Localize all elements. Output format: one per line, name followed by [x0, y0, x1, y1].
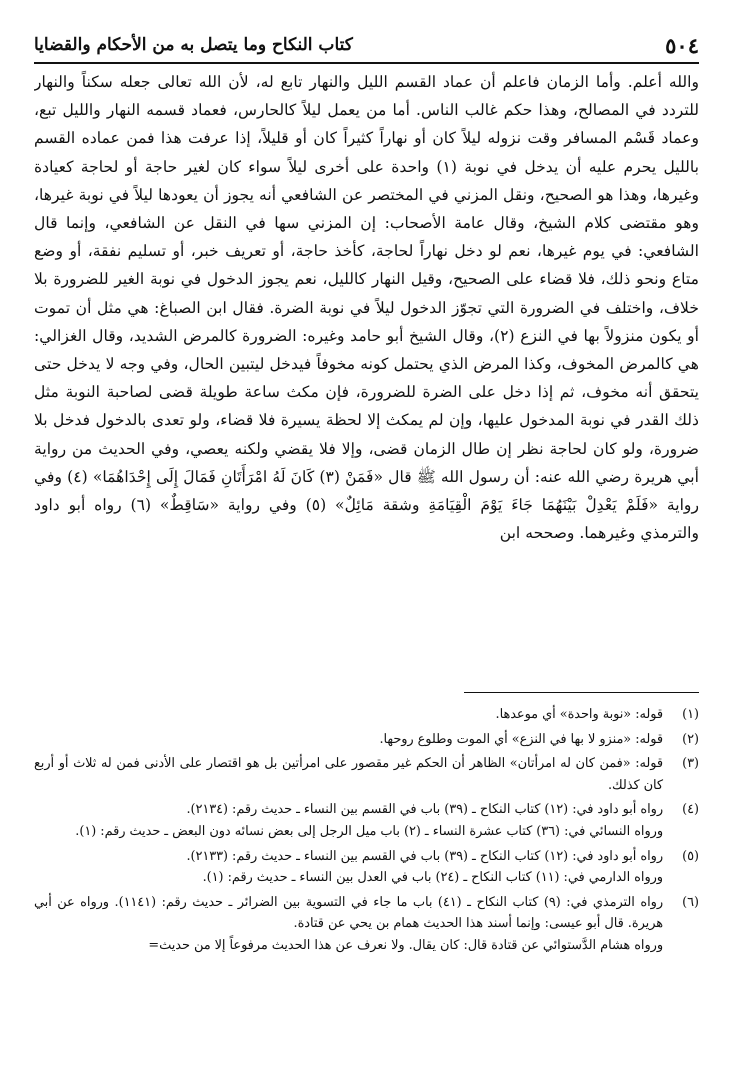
footnote-line: قوله: «فمن كان له امرأتان» الظاهر أن الحكم غير مقصور على امرأتين بل هو اقتصار على الأدنى فمن له ثلاث أو أربع كان كذلك. — [34, 756, 663, 793]
footnote-line: قوله: «نوبة واحدة» أي موعدها. — [495, 707, 663, 722]
footnote-line: رواه أبو داود في: (١٢) كتاب النكاح ـ (٣٩) باب في القسم بين النساء ـ حديث رقم: (٢١٣٣). — [186, 848, 663, 864]
footnote-line: ورواه هشام الدَّستوائي عن قتادة قال: كان يقال. ولا نعرف عن هذا الحديث مرفوعاً إلا من حديث= — [148, 937, 663, 953]
running-title: كتاب النكاح وما يتصل به من الأحكام والقضايا — [34, 35, 353, 55]
footnote-text — [34, 753, 663, 796]
footnote-line: رواه أبو داود في: (١٢) كتاب النكاح ـ (٣٩) باب في القسم بين النساء ـ حديث رقم: (٢١٣٤). — [186, 802, 663, 818]
footnote-number: (٥) — [682, 848, 699, 864]
footnote-text — [34, 892, 663, 957]
footnote-text — [34, 704, 663, 726]
footnote-3 — [34, 753, 699, 796]
footnotes — [34, 704, 699, 1064]
footnote-text — [34, 729, 663, 751]
footnote-line: ورواه النسائي في: (٣٦) كتاب عشرة النساء ـ (٢) باب ميل الرجل إلى بعض نسائه دون البعض ـ حديث رقم: (١). — [75, 823, 663, 839]
footnote-5 — [34, 846, 699, 889]
body-paragraph: والله أعلم. وأما الزمان فاعلم أن عماد القسم الليل والنهار تابع له، لأن الله تعالى جعله سكناً والنهار للتردد في المصالح، وهذا حكم غالب الناس. أما من يعمل ليلاً كالحارس، فعماد قسمه النهار والليل تبع، وعماد قَسْم المسافر وقت نزوله ليلاً كان أو نهاراً كثيراً كان أو قليلاً، إذا عرفت هذا فمن عماده القسم بالليل يحرم عليه أن يدخل في نوبة (١) واحدة على أخرى ليلاً سواء كان لغير حاجة أو لحاجة كعيادة وغيرها، وهذا هو الصحيح، ونقل المزني في المختصر عن الشافعي أنه يجوز أن يعودها ليلاً في نوبة غيرها، وهو مقتضى كلام الشيخ، وقال عامة الأصحاب: إن المزني سها في النقل عن الشافعي، وإنما قال الشافعي: في يوم غيرها، نعم لو دخل نهاراً لحاجة، كأخذ حاجة، أو تعريف خبر، أو تسليم نفقة، أو وضع متاع ونحو ذلك، فلا قضاء على الصحيح، وقيل النهار كالليل، نعم يجوز الدخول في نوبة الغير للضرورة بلا خلاف، واختلف في الضرورة التي تجوّز الدخول ليلاً في نوبة الضرة. فقال ابن الصباغ: هي مثل أن تموت أو يكون منزولاً بها في النزع (٢)، وقال الشيخ أبو حامد وغيره: الضرورة كالمرض الشديد، وقال الغزالي: هي كالمرض المخوف، وكذا المرض الذي يحتمل كونه مخوفاً فيدخل ليتبين الحال، وفي وجه لا يدخل حتى يتحقق أنه مخوف، ثم إذا دخل على الضرة للضرورة، فإن مكث ساعة طويلة قضى لصاحبة النوبة مثل ذلك القدر في نوبة المدخول عليها، وإن لم يمكث إلا لحظة يسيرة فلا قضاء، ولو تعدى بالدخول فدخل بلا ضرورة، ولو كان لحاجة نظر إن طال الزمان قضى، وإلا فلا يقضي ولكنه يعصي، وفي الحديث من رواية أبي هريرة رضي الله عنه: أن رسول الله ﷺ قال «فَمَنْ (٣) كَانَ لَهُ امْرَأَتَانِ فَمَالَ إِلَى إِحْدَاهُمَا» (٤) وفي رواية «فَلَمْ يَعْدِلْ بَيْنَهُمَا جَاءَ يَوْمَ الْقِيَامَةِ وشقة مَائِلٌ» (٥) وفي رواية «سَاقِطٌ» (٦) رواه أبو داود والترمذي وغيرهما. وصححه ابن — [34, 73, 699, 543]
footnote-number: (٣) — [682, 756, 699, 772]
footnote-text — [34, 846, 663, 889]
footnote-number: (٦) — [682, 894, 699, 910]
footnote-4 — [34, 799, 699, 842]
footnote-1 — [34, 704, 699, 726]
main-text — [34, 68, 699, 684]
footnote-text — [34, 799, 663, 842]
page-number: ٥٠٤ — [665, 32, 699, 58]
page-header — [34, 28, 699, 64]
footnote-6 — [34, 892, 699, 957]
footnote-number: (١) — [682, 707, 699, 722]
footnote-2 — [34, 729, 699, 751]
footnote-number: (٤) — [682, 802, 699, 818]
footnote-number: (٢) — [682, 731, 699, 747]
footnote-line: ورواه الدارمي في: (١١) كتاب النكاح ـ (٢٤) باب في العدل بين النساء ـ حديث رقم: (١). — [202, 870, 663, 886]
footnote-separator — [464, 692, 699, 693]
footnote-line: رواه الترمذي في: (٩) كتاب النكاح ـ (٤١) باب ما جاء في التسوية بين الضرائر ـ حديث رقم: (١١٤١). ورواه عن أبي هريرة. قال أبو عيسى: وإنما أسند هذا الحديث همام بن يحي عن قتادة. — [34, 894, 663, 932]
footnote-line: قوله: «منزو لا بها في النزع» أي الموت وطلوع روحها. — [379, 731, 663, 747]
